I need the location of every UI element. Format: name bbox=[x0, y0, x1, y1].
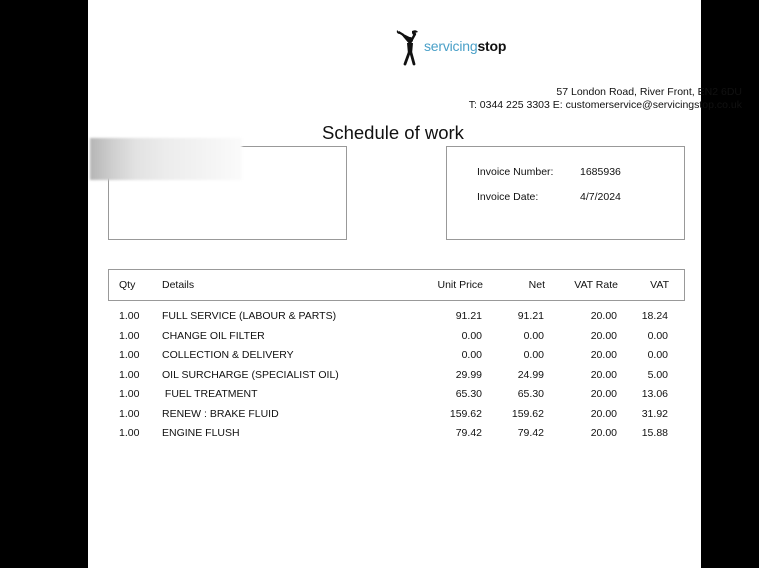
address-line-1: 57 London Road, River Front, EN2 6DU bbox=[556, 86, 742, 98]
cell-vat: 5.00 bbox=[647, 368, 668, 381]
invoice-info-box bbox=[446, 146, 685, 240]
table-row bbox=[108, 427, 685, 441]
cell-qty: 1.00 bbox=[119, 407, 140, 420]
invoice-number-label: Invoice Number: bbox=[477, 166, 554, 178]
cell-unit-price: 159.62 bbox=[449, 407, 482, 420]
cell-net: 65.30 bbox=[517, 388, 544, 400]
cell-details: FUEL TREATMENT bbox=[162, 388, 258, 400]
cell-qty: 1.00 bbox=[119, 349, 140, 361]
cell-qty: 1.00 bbox=[119, 427, 140, 439]
cell-unit-price: 0.00 bbox=[461, 329, 482, 342]
header-net: Net bbox=[528, 279, 545, 291]
page-title: Schedule of work bbox=[322, 122, 464, 143]
cell-net: 24.99 bbox=[517, 368, 544, 381]
invoice-date-label: Invoice Date: bbox=[477, 191, 539, 203]
table-header bbox=[108, 269, 685, 301]
cell-details: RENEW : BRAKE FLUID bbox=[162, 407, 279, 420]
invoice-date-value: 4/7/2024 bbox=[580, 191, 621, 203]
header-details: Details bbox=[162, 279, 195, 291]
invoice-number-value: 1685936 bbox=[580, 166, 621, 178]
cell-unit-price: 29.99 bbox=[455, 368, 482, 381]
cell-qty: 1.00 bbox=[119, 368, 140, 381]
cell-unit-price: 79.42 bbox=[455, 427, 482, 439]
cell-unit-price: 0.00 bbox=[461, 349, 482, 361]
cell-vat-rate: 20.00 bbox=[590, 427, 617, 439]
table-row bbox=[108, 408, 685, 422]
cell-vat: 18.24 bbox=[641, 310, 668, 322]
cell-details: FULL SERVICE (LABOUR & PARTS) bbox=[162, 310, 337, 322]
table-row bbox=[108, 349, 685, 363]
cell-vat-rate: 20.00 bbox=[590, 388, 617, 400]
cell-details: ENGINE FLUSH bbox=[162, 427, 240, 439]
cell-net: 0.00 bbox=[523, 329, 544, 342]
cell-unit-price: 65.30 bbox=[455, 388, 482, 400]
cell-details: COLLECTION & DELIVERY bbox=[162, 349, 294, 361]
table-row bbox=[108, 330, 685, 344]
cell-vat-rate: 20.00 bbox=[590, 407, 617, 420]
cell-vat: 0.00 bbox=[647, 329, 668, 342]
cell-qty: 1.00 bbox=[119, 329, 140, 342]
logo-wordmark bbox=[424, 38, 506, 54]
cell-vat: 31.92 bbox=[641, 407, 668, 420]
header-vat-rate: VAT Rate bbox=[574, 279, 618, 291]
cell-net: 79.42 bbox=[517, 427, 544, 439]
cell-qty: 1.00 bbox=[119, 388, 140, 400]
cell-vat: 0.00 bbox=[647, 349, 668, 361]
cell-qty: 1.00 bbox=[119, 310, 140, 322]
table-row bbox=[108, 369, 685, 383]
cell-details: OIL SURCHARGE (SPECIALIST OIL) bbox=[162, 368, 339, 381]
header-vat: VAT bbox=[650, 279, 669, 291]
cell-net: 159.62 bbox=[511, 407, 544, 420]
header-qty: Qty bbox=[119, 279, 136, 291]
cell-vat-rate: 20.00 bbox=[590, 368, 617, 381]
cell-net: 91.21 bbox=[517, 310, 544, 322]
cell-details: CHANGE OIL FILTER bbox=[162, 329, 265, 342]
table-row bbox=[108, 388, 685, 402]
cell-vat-rate: 20.00 bbox=[590, 310, 617, 322]
mechanic-figure-icon bbox=[396, 28, 424, 66]
header-unit-price: Unit Price bbox=[437, 279, 483, 291]
cell-vat: 13.06 bbox=[641, 388, 668, 400]
redacted-customer-name bbox=[90, 138, 242, 180]
table-row bbox=[108, 310, 685, 324]
cell-vat: 15.88 bbox=[641, 427, 668, 439]
company-address bbox=[469, 86, 742, 112]
cell-vat-rate: 20.00 bbox=[590, 329, 617, 342]
logo-text-servicing: servicing bbox=[424, 38, 478, 54]
logo-text-stop: stop bbox=[477, 38, 507, 54]
cell-net: 0.00 bbox=[523, 349, 544, 361]
address-line-2: T: 0344 225 3303 E: customerservice@servicingstop.co.uk bbox=[468, 99, 742, 111]
cell-unit-price: 91.21 bbox=[455, 310, 482, 322]
cell-vat-rate: 20.00 bbox=[590, 349, 617, 361]
